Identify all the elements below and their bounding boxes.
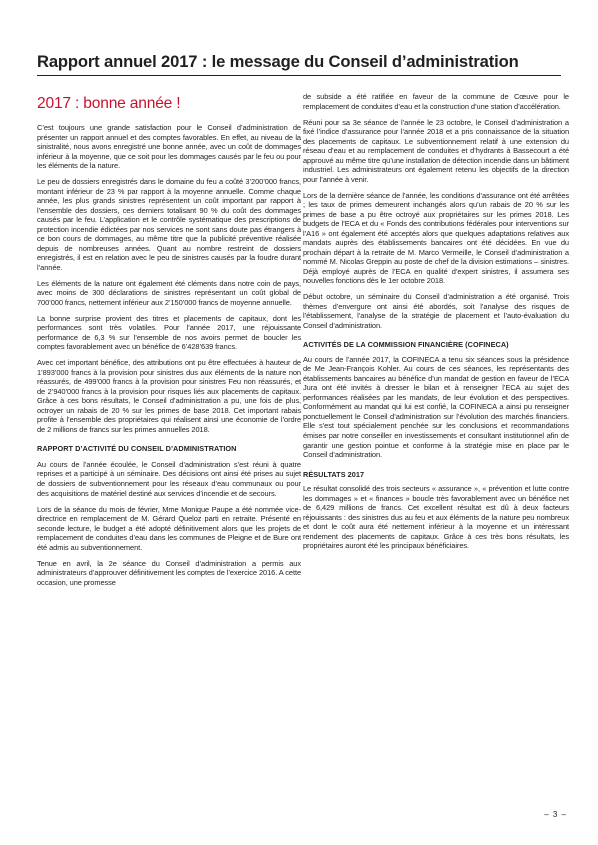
- subheading-activity-report: RAPPORT D’ACTIVITÉ DU CONSEIL D’ADMINISTRATION: [37, 444, 237, 454]
- right-column: [303, 92, 569, 557]
- title-divider: [37, 75, 561, 76]
- paragraph: Tenue en avril, la 2e séance du Conseil d’administration a permis aux administrateurs d’approuver définitivement les comptes de l’exercice 2016. A cette occasion, une promesse: [37, 558, 301, 587]
- paragraph: Le résultat consolidé des trois secteurs « assurance », « prévention et lutte contre les dommages » et « finances » boucle très favorablement avec un bénéfice net de 6,429 millions de francs. Cet excellent résultat est dû à deux facteurs réjouissants : des sinistres dus au feu et aux éléments de la nature peu nombreux et dont le coût aura été nettement inférieur à la moyenne et un intéressant rendement des placements de capitaux. Grâce à ces très bons résultats, les propriétaires auront été les principaux bénéficiaires.: [303, 484, 569, 551]
- subheading-cofineca: ACTIVITÉS DE LA COMMISSION FINANCIÈRE (COFINECA): [303, 340, 509, 350]
- subheading-results: RÉSULTATS 2017: [303, 469, 365, 479]
- paragraph: Au cours de l’année écoulée, le Conseil d’administration s’est réuni à quatre reprises et a participé à un séminaire. Des décisions ont ainsi été prises au sujet de dossiers de subventionnement pour les réseaux d’eau communaux ou pour des acquisitions de matériel destiné aux services d’incendie et de secours.: [37, 459, 301, 498]
- page-title: Rapport annuel 2017 : le message du Conseil d’administration: [37, 52, 519, 71]
- paragraph: C’est toujours une grande satisfaction pour le Conseil d’administration de présenter un rapport annuel et des comptes favorables. En effet, au niveau de la sinistralité, nous avons enregistré une bonne année, avec un coût de dommages inférieur à la moyenne, que ce soit pour les dommages causés par le feu ou pour les éléments de la nature.: [37, 123, 301, 171]
- left-column: [37, 94, 301, 594]
- paragraph: Réuni pour sa 3e séance de l’année le 23 octobre, le Conseil d’administration a fixé l’indice d’assurance pour l’année 2018 et a pris connaissance de la situation des placements de capitaux. Le subventionnement relatif à une extension du réseau d’eau et au remplacement de conduites et d’hydrants à Bassecourt a été approuvé au même titre qu’une installation de détection incendie dans un bâtiment industriel. Les administrateurs ont également retenu les objectifs de la direction pour l’année à venir.: [303, 117, 569, 184]
- paragraph: Les éléments de la nature ont également été cléments dans notre coin de pays, avec moins de 300 déclarations de sinistres représentant un coût global de 700’000 francs, nettement inférieur aux 2’150’000 francs de moyenne annuelle.: [37, 278, 301, 307]
- paragraph: Au cours de l’année 2017, la COFINECA a tenu six séances sous la présidence de Me Jean-François Kohler. Au cours de ces séances, les représentants des établissements bancaires au bénéfice d’un mandat de gestion en faveur de l’ECA Jura ont été invités à dresser le bilan et à renseigner l’ECA au sujet des performances réalisées par les mandats, de leur évolution et des perspectives. Conformément au mandat qui lui est confié, la COFINECA a ainsi pu renseigner ponctuellement le Conseil d’administration sur l’évolution des marchés financiers. Elle s’est tout spécialement penchée sur les conclusions et recommandations émises par notre conseiller en investissements et consultant institutionnel afin de garantir une gestion pointue et conforme à la stratégie mise en place par le Conseil d’administration.: [303, 354, 569, 460]
- paragraph: Lors de la séance du mois de février, Mme Monique Paupe a été nommée vice-directrice en remplacement de M. Gérard Queloz parti en retraite. Présenté en seconde lecture, le budget a été adopté définitivement alors que les projets de remplacement de conduites d’eau dans les communes de Pleigne et de Bure ont été admis au subventionnement.: [37, 504, 301, 552]
- section-heading: 2017 : bonne année !: [37, 95, 181, 112]
- paragraph: Lors de la dernière séance de l’année, les conditions d’assurance ont été arrêtées ; les taux de primes demeurent inchangés alors qu’un rabais de 20 % sur les primes de base a pu être octroyé aux propriétaires sur les primes 2018. Les budgets de l’ECA et du « Fonds des contributions fédérales pour interventions sur l’A16 » ont également été acceptés alors que quelques adaptations relatives aux mandats auprès des établissements bancaires ont été décidées. En vue du prochain départ à la retraite de M. Marco Vermeille, le Conseil d’administration a nommé M. Nicolas Greppin au poste de chef de la division estimations – sinistres. Déjà employé auprès de l’ECA en qualité d’expert sinistres, il assumera ses nouvelles fonctions dès le 1er octobre 2018.: [303, 190, 569, 286]
- paragraph: La bonne surprise provient des titres et placements de capitaux, dont les performances sont très volatiles. Pour l’année 2017, une réjouissante performance de 6,3 % sur l’ensemble de nos avoirs permet de boucler les comptes favorablement avec un bénéfice de 6’428’639 francs.: [37, 313, 301, 352]
- paragraph: Début octobre, un séminaire du Conseil d’administration a été organisé. Trois thèmes d’envergure ont ainsi été abordés, soit l’analyse des risques de l’établissement, l’analyse de la stratégie de placement et l’auto-évaluation du Conseil d’administration.: [303, 292, 569, 330]
- paragraph: Avec cet important bénéfice, des attributions ont pu être effectuées à hauteur de 1’893’000 francs à la provision pour sinistres dus aux éléments de la nature non réassurés, de 499’000 francs à la provision pour sinistres Feu non réassurés, et de 2’940’000 francs à la provision pour risques liés aux placements de capitaux. Grâce à ces bons résultats, le Conseil d’administration a pu, une fois de plus, octroyer un rabais de 20 % sur les primes de base 2018. Cet important rabais profite à l’ensemble des propriétaires qui réalisent ainsi une économie de l’ordre de 2 millions de francs sur les primes annuelles 2018.: [37, 358, 301, 434]
- paragraph: de subside a été ratifiée en faveur de la commune de Cœuve pour le remplacement de conduites d’eau et la construction d’une station d’accélération.: [303, 92, 569, 111]
- paragraph: Le peu de dossiers enregistrés dans le domaine du feu a coûté 3’200’000 francs, montant inférieur de 23 % par rapport à la moyenne annuelle. Comme chaque année, les plus grands sinistres représentent un coût important par rapport à l’ensemble des dossiers, ces derniers totalisant 90 % du coût des dommages causés par le feu. L’application et le contrôle systématique des prescriptions de protection incendie édictées par nos services ne sont sans doute pas étrangers à ce bon cours de dommages, au même titre que la publicité préventive réalisée depuis de nombreuses années. Quant au nombre restreint de dossiers enregistrés, il est en relation avec le peu de sinistres causés par la foudre durant l’année.: [37, 177, 301, 272]
- page-number: – 3 –: [544, 810, 567, 819]
